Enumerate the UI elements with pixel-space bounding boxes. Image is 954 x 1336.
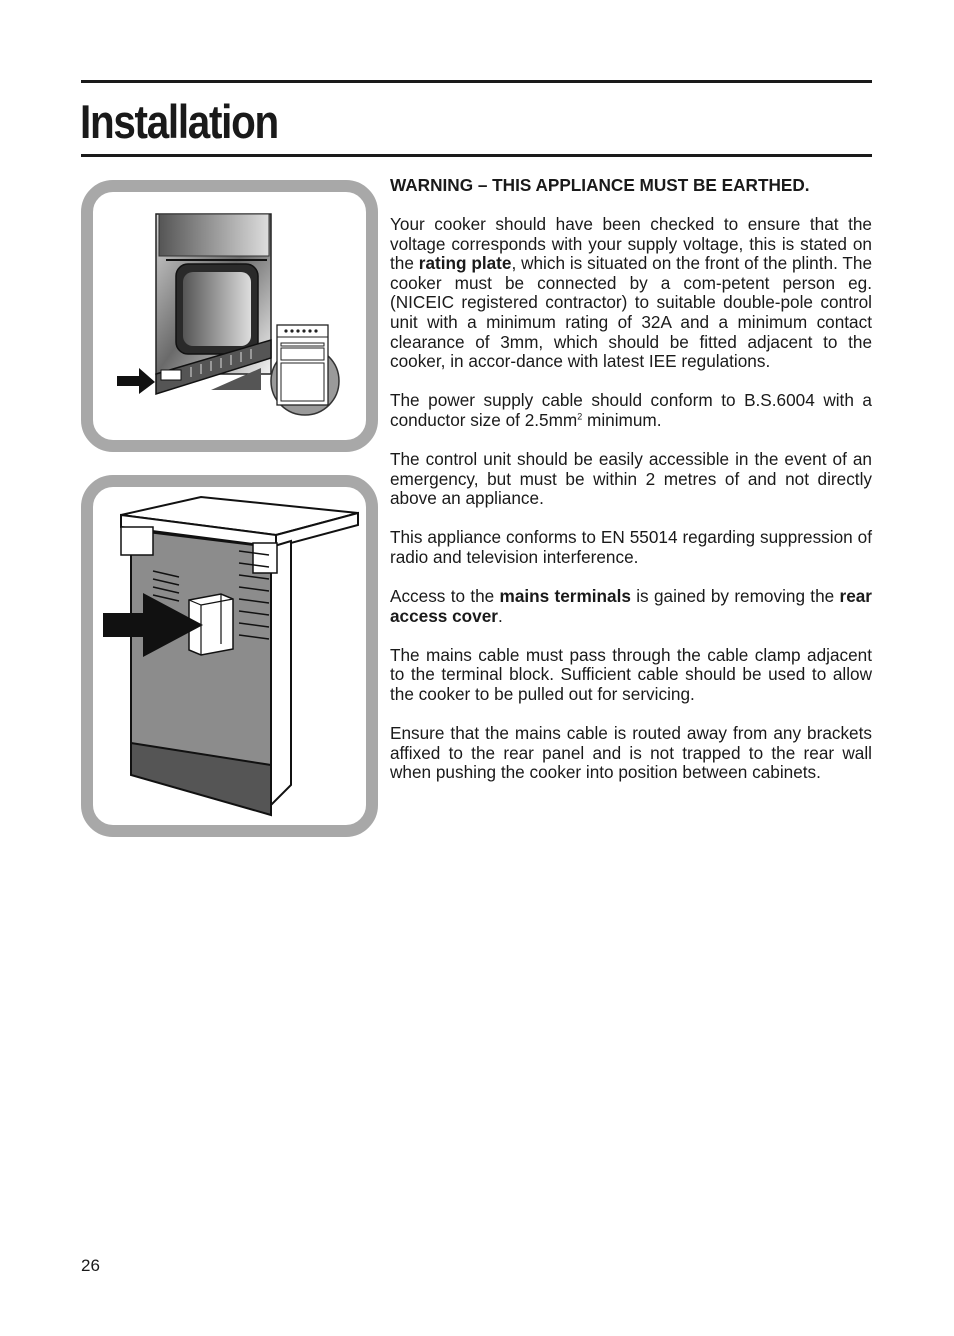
paragraph-cable-routing: Ensure that the mains cable is routed away from any brackets affixed to the rear panel and is not trapped to the rear wall when pushing the cooker into position between cabinets. bbox=[390, 722, 872, 783]
warning-heading: WARNING – THIS APPLIANCE MUST BE EARTHED. bbox=[390, 175, 810, 195]
mains-terminals-term: mains terminals bbox=[499, 586, 631, 606]
body-text bbox=[390, 176, 872, 802]
rating-plate-term: rating plate bbox=[418, 253, 512, 274]
page-title: Installation bbox=[80, 95, 278, 148]
cooker-front-illustration bbox=[81, 180, 378, 452]
rear-access-cover-term: rear access cover bbox=[390, 586, 872, 626]
page-number: 26 bbox=[81, 1256, 100, 1275]
header-rule-bottom bbox=[81, 154, 872, 157]
paragraph-cable-clamp: The mains cable must pass through the cable clamp adjacent to the terminal block. Sufficient cable should be used to allow the cooker to be pulled out for servicing. bbox=[390, 644, 872, 704]
paragraph-voltage: Your cooker should have been checked to ensure that the voltage corresponds with your supply voltage, this is stated on the rating plate, which is situated on the front of the plinth. The cooker must be connected by a com-petent person eg. (NICEIC registered contractor) to suitable double-pole control unit with a minimum rating of 32A and a minimum contact clearance of 3mm, which should be fitted adjacent to the cooker, in accor-dance with latest IEE regulations. bbox=[390, 214, 872, 372]
header-rule-top bbox=[81, 80, 872, 83]
paragraph-conformity: This appliance conforms to EN 55014 regarding suppression of radio and television interference. bbox=[390, 527, 872, 567]
paragraph-control-unit: The control unit should be easily accessible in the event of an emergency, but must be within 2 metres of and not directly above an appliance. bbox=[390, 449, 872, 509]
figure-rating-plate bbox=[81, 180, 378, 452]
paragraph-mains-terminals: Access to the mains terminals is gained by removing the rear access cover. bbox=[390, 586, 872, 626]
cooker-rear-illustration bbox=[81, 475, 378, 837]
figure-rear-access-cover bbox=[81, 475, 378, 837]
paragraph-cable-spec: The power supply cable should conform to B.S.6004 with a conductor size of $2.5mm^2$ minimum. bbox=[390, 390, 872, 430]
